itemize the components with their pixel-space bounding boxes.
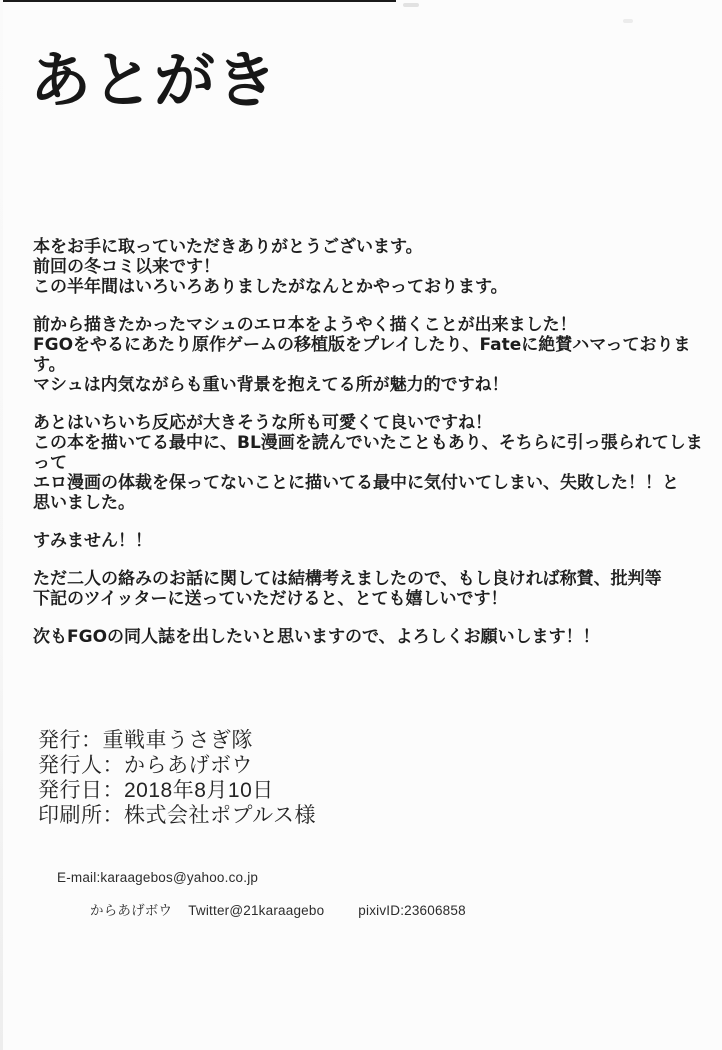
afterword-line: 思いました。 <box>33 493 135 513</box>
colophon-publisher: 発行：重戦車うさぎ隊 <box>38 729 253 752</box>
afterword-line: 前回の冬コミ以来です！ <box>33 257 220 277</box>
scan-artifact-top-line <box>0 0 396 2</box>
afterword-line: あとはいちいち反応が大きそうな所も可愛くて良いですね！ <box>33 413 492 433</box>
page-title: あとがき <box>30 45 279 116</box>
afterword-body <box>33 237 719 647</box>
colophon <box>38 728 316 828</box>
afterword-line: マシュは内気ながらも重い背景を抱えてる所が魅力的ですね！ <box>33 375 509 395</box>
scan-artifact-left-edge <box>0 0 3 1050</box>
afterword-line: 前から描きたかったマシュのエロ本をようやく描くことが出来ました！ <box>33 315 577 335</box>
afterword-line: 下記のツイッターに送っていただけると、とても嬉しいです！ <box>33 589 508 609</box>
afterword-paragraph <box>33 413 719 513</box>
afterword-line: すみません！！ <box>33 531 152 551</box>
afterword-line: エロ漫画の体裁を保ってないことに描いてる最中に気付いてしまい、失敗した！！と <box>33 473 679 493</box>
pixiv-id: pixivID:23606858 <box>358 903 466 918</box>
afterword-line: この本を描いてる最中に、BL漫画を読んでいたこともあり、そちらに引っ張られてしまって <box>33 433 703 473</box>
scan-artifact-smudge <box>623 19 633 23</box>
afterword-paragraph <box>33 531 719 551</box>
scan-artifact-smudge <box>403 3 419 7</box>
contact-credit <box>90 899 466 919</box>
afterword-paragraph <box>33 627 719 647</box>
twitter-handle: Twitter@21karaagebo <box>188 903 325 918</box>
afterword-paragraph <box>33 569 719 609</box>
colophon-printer: 印刷所：株式会社ポプルス様 <box>38 804 317 827</box>
afterword-paragraph <box>33 315 719 395</box>
afterword-line: 本をお手に取っていただきありがとうございます。 <box>33 237 423 257</box>
afterword-line: FGOをやるにあたり原作ゲームの移植版をプレイしたり、Fateに絶賛ハマっております。 <box>33 335 691 375</box>
afterword-paragraph <box>33 237 719 297</box>
afterword-line: 次もFGOの同人誌を出したいと思いますので、よろしくお願いします！！ <box>33 627 600 647</box>
contact-email: E-mail:karaagebos@yahoo.co.jp <box>57 870 259 885</box>
colophon-publish-date: 発行日：2018年8月10日 <box>38 779 274 802</box>
colophon-publisher-person: 発行人：からあげボウ <box>38 754 253 777</box>
author-name: からあげボウ <box>90 903 173 918</box>
afterword-line: ただ二人の絡みのお話に関しては結構考えましたので、もし良ければ称賛、批判等 <box>33 569 662 589</box>
afterword-line: この半年間はいろいろありましたがなんとかやっております。 <box>33 277 508 297</box>
